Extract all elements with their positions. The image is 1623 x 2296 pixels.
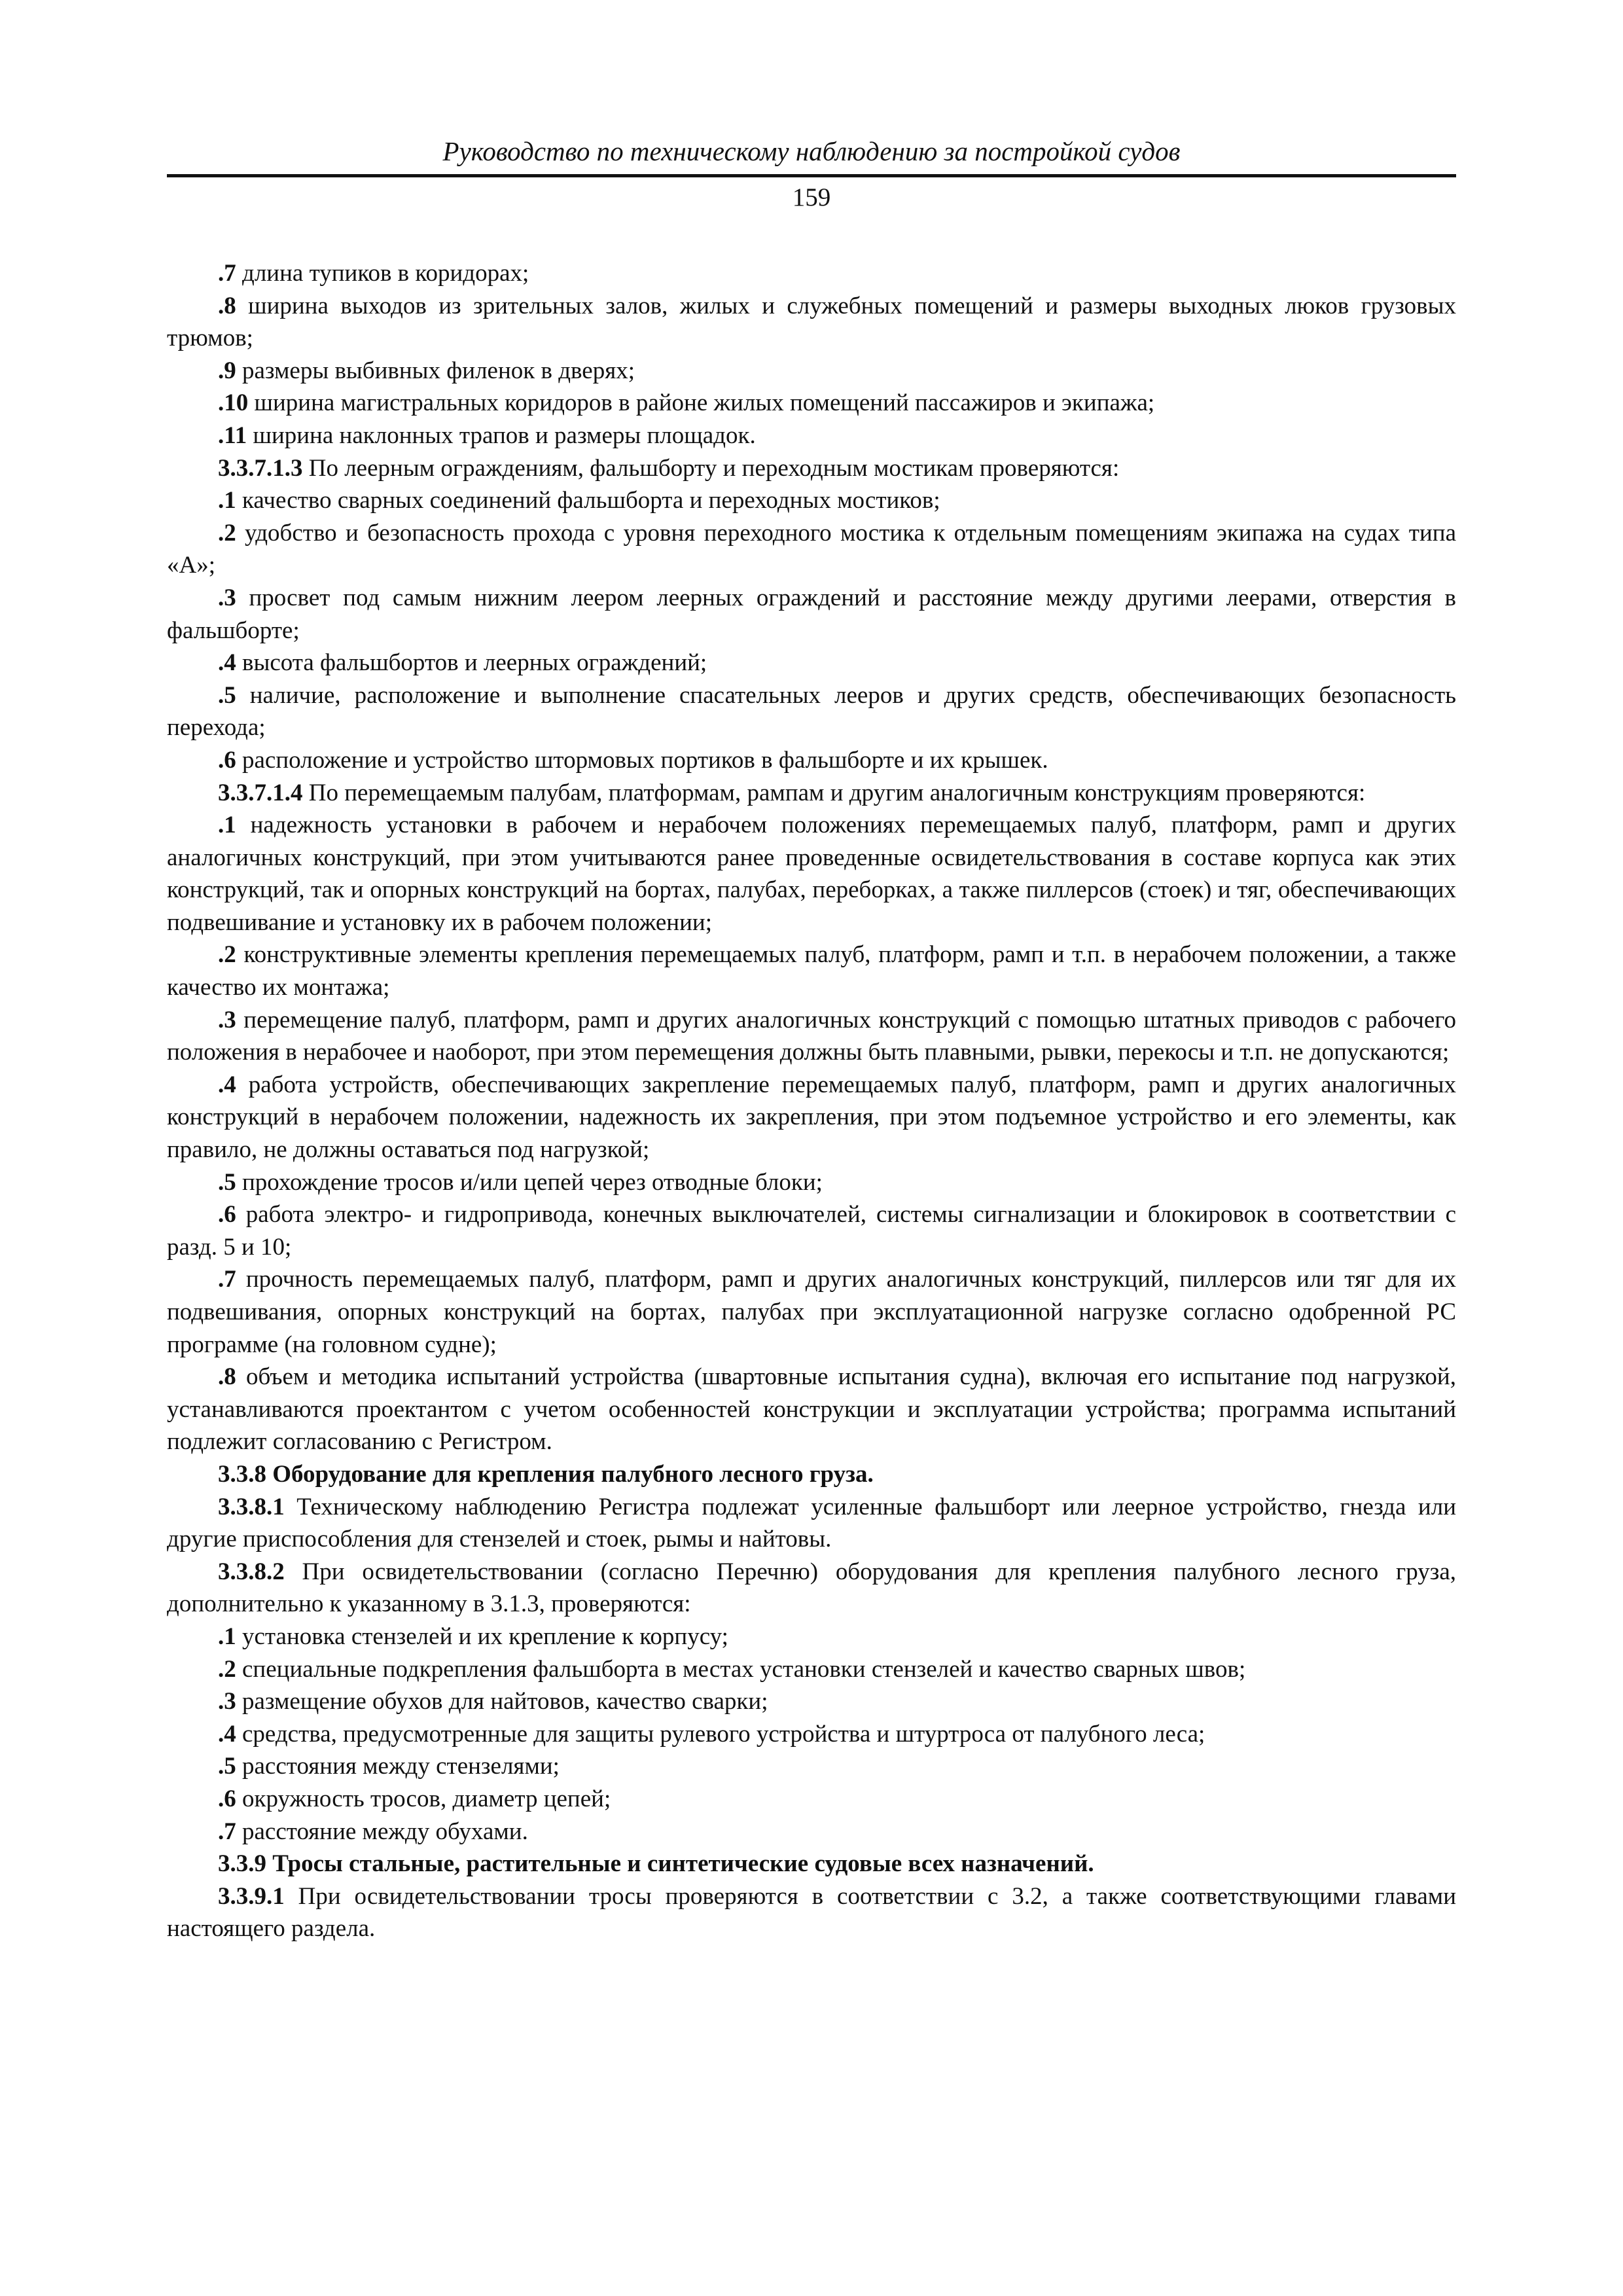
paragraph	[167, 1198, 1456, 1263]
paragraph	[167, 1166, 1456, 1199]
paragraph	[167, 1069, 1456, 1166]
item-number: .9	[218, 357, 236, 384]
paragraph-text: наличие, расположение и выполнение спасательных леeров и других средств, обеспечивающих безопасность перехода;	[167, 681, 1456, 742]
paragraph	[167, 1004, 1456, 1069]
item-number: .2	[218, 941, 236, 969]
paragraph-text: удобство и безопасность прохода с уровня переходного мостика к отдельным помещениям экипажа на судах типа «А»;	[167, 519, 1456, 579]
paragraph-text: качество сварных соединений фальшборта и переходных мостиков;	[236, 487, 940, 514]
item-number: .7	[218, 1818, 236, 1845]
paragraph-text: объем и методика испытаний устройства (швартовные испытания судна), включая его испытание под нагрузкой, устанавливаются проектантом с учетом особенностей конструкции и эксплуатации устройства; программа испытаний подлежит согласованию с Регистром.	[167, 1363, 1456, 1456]
item-number: .6	[218, 1201, 236, 1229]
paragraph-text: перемещение палуб, платформ, рамп и других аналогичных конструкций с помощью штатных приводов с рабочего положения в нерабочее и наоборот, при этом перемещения должны быть плавными, рывки, перекосы и т.п. не допускаются;	[167, 1006, 1456, 1066]
paragraph-text: ширина выходов из зрительных залов, жилых и служебных помещений и размеры выходных люков грузовых трюмов;	[167, 292, 1456, 352]
item-number: .1	[218, 1623, 236, 1650]
page-number: 159	[792, 183, 831, 211]
paragraph-text: расположение и устройство штормовых портиков в фальшборте и их крышек.	[236, 746, 1048, 774]
section-number: 3.3.8.1	[218, 1493, 285, 1520]
paragraph-text: расстояние между обухами.	[236, 1818, 528, 1845]
item-number: .3	[218, 1006, 236, 1033]
item-number: .3	[218, 1688, 236, 1715]
paragraph	[167, 1556, 1456, 1621]
paragraph-text: ширина наклонных трапов и размеры площадок.	[247, 422, 756, 449]
section-heading	[167, 1458, 1456, 1491]
paragraph-text: размещение обухов для найтовов, качество сварки;	[236, 1688, 768, 1715]
paragraph	[167, 647, 1456, 679]
paragraph	[167, 257, 1456, 290]
paragraph	[167, 452, 1456, 485]
paragraph	[167, 1491, 1456, 1556]
paragraph	[167, 679, 1456, 744]
paragraph-text: работа устройств, обеспечивающих закрепление перемещаемых палуб, платформ, рамп и других аналогичных конструкций в нерабочем положении, надежность их закрепления, при этом подъемное устройство и его элементы, как правило, не должны оставаться под нагрузкой;	[167, 1071, 1456, 1164]
paragraph	[167, 1880, 1456, 1945]
body-text	[167, 257, 1456, 1945]
section-number: 3.3.8.2	[218, 1558, 285, 1585]
item-number: .6	[218, 746, 236, 774]
paragraph-text: конструктивные элементы крепления перемещаемых палуб, платформ, рамп и т.п. в нерабочем положении, а также качество их монтажа;	[167, 941, 1456, 1001]
item-number: .5	[218, 681, 236, 709]
paragraph	[167, 1718, 1456, 1751]
paragraph-text: окружность тросов, диаметр цепей;	[236, 1785, 611, 1812]
item-number: .4	[218, 1720, 236, 1748]
paragraph-text: просвет под самым нижним леером леерных ограждений и расстояние между другими леерами, отверстия в фальшборте;	[167, 584, 1456, 644]
item-number: .7	[218, 260, 236, 287]
item-number: .5	[218, 1168, 236, 1196]
item-number: .1	[218, 812, 236, 839]
paragraph	[167, 1263, 1456, 1361]
paragraph-text: размеры выбивных филенок в дверях;	[236, 357, 635, 384]
paragraph	[167, 517, 1456, 582]
paragraph-text: По перемещаемым палубам, платформам, рампам и другим аналогичным конструкциям проверяются:	[302, 779, 1366, 806]
item-number: .8	[218, 1363, 236, 1391]
section-number: 3.3.9.1	[218, 1882, 285, 1910]
item-number: .10	[218, 389, 249, 417]
item-number: .6	[218, 1785, 236, 1812]
paragraph-text: При освидетельствовании (согласно Перечню) оборудования для крепления палубного лесного груза, дополнительно к указанному в 3.1.3, проверяются:	[167, 1558, 1456, 1618]
paragraph	[167, 1783, 1456, 1816]
item-number: .4	[218, 649, 236, 677]
paragraph-text: расстояния между стензелями;	[236, 1753, 560, 1780]
paragraph-text: длина тупиков в коридорах;	[236, 260, 529, 287]
paragraph-text: специальные подкрепления фальшборта в местах установки стензелей и качество сварных швов;	[236, 1655, 1246, 1683]
item-number: .3	[218, 584, 236, 611]
item-number: .1	[218, 487, 236, 514]
paragraph-text: прохождение тросов и/или цепей через отводные блоки;	[236, 1168, 823, 1196]
paragraph-text: По леерным ограждениям, фальшборту и переходным мостикам проверяются:	[302, 454, 1120, 482]
section-number: 3.3.7.1.3	[218, 454, 303, 482]
paragraph-text: надежность установки в рабочем и нерабочем положениях перемещаемых палуб, платформ, рамп и других аналогичных конструкций, при этом учитываются ранее проведенные освидетельствования в составе корпуса как этих конструкций, так и опорных конструкций на бортах, палубах, переборках, а также пиллерсов (стоек) и тяг, обеспечивающих подвешивание и установку их в рабочем положении;	[167, 812, 1456, 936]
paragraph	[167, 744, 1456, 777]
section-heading-text: 3.3.8 Оборудование для крепления палубного лесного груза.	[218, 1460, 874, 1488]
item-number: .8	[218, 292, 236, 319]
paragraph-text: высота фальшбортов и леерных ограждений;	[236, 649, 707, 677]
paragraph-text: При освидетельствовании тросы проверяются в соответствии с 3.2, а также соответствующими главами настоящего раздела.	[167, 1882, 1456, 1943]
paragraph	[167, 355, 1456, 387]
item-number: .2	[218, 519, 236, 547]
paragraph	[167, 1621, 1456, 1653]
paragraph	[167, 1750, 1456, 1783]
paragraph	[167, 939, 1456, 1003]
paragraph	[167, 777, 1456, 810]
paragraph	[167, 1653, 1456, 1686]
paragraph	[167, 1685, 1456, 1718]
paragraph	[167, 582, 1456, 647]
paragraph-text: установка стензелей и их крепление к корпусу;	[236, 1623, 728, 1650]
section-heading-text: 3.3.9 Тросы стальные, растительные и синтетические судовые всех назначений.	[218, 1850, 1094, 1878]
section-number: 3.3.7.1.4	[218, 779, 303, 806]
item-number: .4	[218, 1071, 236, 1098]
paragraph	[167, 1816, 1456, 1848]
paragraph	[167, 484, 1456, 517]
paragraph-text: средства, предусмотренные для защиты рулевого устройства и штуртроса от палубного леса;	[236, 1720, 1205, 1748]
paragraph-text: Техническому наблюдению Регистра подлежат усиленные фальшборт или леерное устройство, гнезда или другие приспособления для стензелей и стоек, рымы и найтовы.	[167, 1493, 1456, 1553]
running-header: Руководство по техническому наблюдению за постройкой судов	[442, 136, 1181, 166]
item-number: .5	[218, 1753, 236, 1780]
item-number: .11	[218, 422, 247, 449]
header-rule	[167, 174, 1456, 177]
paragraph	[167, 809, 1456, 939]
item-number: .2	[218, 1655, 236, 1683]
paragraph-text: прочность перемещаемых палуб, платформ, рамп и других аналогичных конструкций, пиллерсов или тяг для их подвешивания, опорных конструкций на бортах, палубах при эксплуатационной нагрузке согласно одобренной РС программе (на головном судне);	[167, 1266, 1456, 1358]
paragraph	[167, 290, 1456, 355]
paragraph	[167, 420, 1456, 452]
item-number: .7	[218, 1266, 236, 1293]
paragraph	[167, 387, 1456, 420]
paragraph-text: ширина магистральных коридоров в районе жилых помещений пассажиров и экипажа;	[248, 389, 1155, 417]
section-heading	[167, 1848, 1456, 1880]
paragraph-text: работа электро- и гидропривода, конечных выключателей, системы сигнализации и блокировок в соответствии с разд. 5 и 10;	[167, 1201, 1456, 1261]
paragraph	[167, 1361, 1456, 1458]
